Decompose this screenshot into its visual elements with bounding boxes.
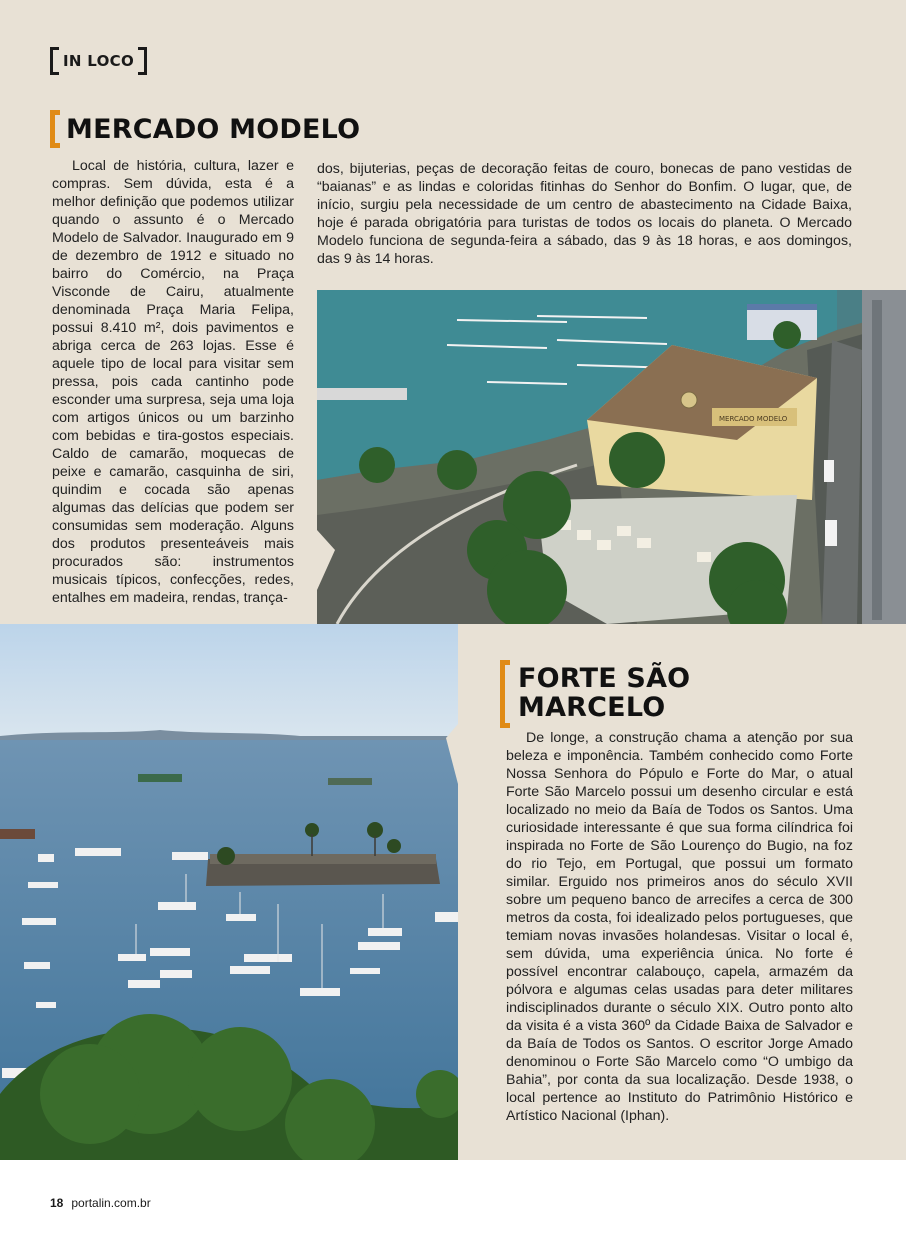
orange-bracket-icon bbox=[500, 660, 510, 728]
market-sign: MERCADO MODELO bbox=[719, 415, 788, 423]
article-body-forte: De longe, a construção chama a atenção por sua beleza e imponência. Também conhecido como Forte Nossa Senhora do Pópulo e Forte do Mar, o atual Forte São Marcelo possui um desenho circular e está localizado no meio da Baía de Todos os Santos. Uma curiosidade interessante é que sua forma cilíndrica foi inspirada no Forte de São Lourenço do Bugio, na foz do rio Tejo, em Portugal, que possui um formato similar. Erguido nos primeiros anos do século XVII sobre um pequeno banco de arrecifes a cerca de 300 metros da costa, foi idealizado pelos portugueses, que temiam novas invasões holandesas. Visitar o local é, sem dúvida, uma experiência única. No forte é possível encontrar calabouço, capela, armazém da pólvora e algumas celas usadas para deter militares indisciplinados durante o século XIX. Outro ponto alto da visita é a vista 360º da Cidade Baixa de Salvador e da Baía de Todos os Santos. O escritor Jorge Amado denominou o Forte São Marcelo como “O umbigo da Bahia”, por conta da sua localização. Desde 1938, o local pertence ao Instituto do Patrimônio Histórico e Artístico Nacional (Iphan). bbox=[506, 730, 853, 1124]
article-body-col1: Local de história, cultura, lazer e compras. Sem dúvida, esta é a melhor definição que podemos utilizar quando o assunto é o Mercado Modelo de Salvador. Inaugurado em 9 de dezembro de 1912 e situado no bairro do Comércio, na Praça Visconde de Cairu, atualmente denominada Praça Maria Felipa, possui 8.410 m², dois pavimentos e abriga cerca de 263 lojas. Esse é aquele tipo de local para visitar sem pressa, pois cada cantinho pode esconder uma surpresa, seja uma loja com artigos únicos ou um barzinho com bebidas e tira-gostos especiais. Caldo de camarão, moquecas de peixe e camarão, casquinha de siri, quindim e cocada são apenas algumas das delícias que podem ser consumidas sem moderação. Alguns dos produtos presenteáveis mais procurados são: instrumentos musicais típicos, confecções, redes, entalhes em madeira, rendas, trança- bbox=[52, 158, 294, 606]
section-tag-label: IN LOCO bbox=[63, 52, 134, 70]
bracket-left-icon bbox=[50, 47, 59, 75]
article-title-mercado: MERCADO MODELO bbox=[66, 114, 361, 145]
article-title-forte-line2: MARCELO bbox=[518, 692, 666, 723]
section-tag bbox=[50, 48, 147, 74]
article-heading-forte bbox=[500, 660, 690, 728]
site-url: portalin.com.br bbox=[71, 1196, 151, 1210]
bracket-right-icon bbox=[138, 47, 147, 75]
page-number: 18 bbox=[50, 1196, 64, 1210]
forte-sao-marcelo-photo bbox=[0, 624, 458, 1160]
article-title-forte-line1: FORTE SÃO bbox=[518, 663, 691, 694]
orange-bracket-icon bbox=[50, 110, 60, 148]
mercado-modelo-photo bbox=[317, 290, 906, 624]
article-heading-mercado bbox=[50, 110, 360, 148]
page-footer bbox=[50, 1196, 151, 1210]
article-body-col2: dos, bijuterias, peças de decoração feitas de couro, bonecas de pano vestidas de “baianas” e as lindas e coloridas fitinhas do Senhor do Bonfim. O lugar, que, de início, surgiu pela necessidade de um centro de abastecimento na Cidade Baixa, hoje é parada obrigatória para turistas de todos os locais do planeta. O Mercado Modelo funciona de segunda-feira a sábado, das 9 às 18 horas, e aos domingos, das 9 às 14 horas. bbox=[317, 161, 852, 267]
article-title-forte bbox=[518, 660, 690, 722]
